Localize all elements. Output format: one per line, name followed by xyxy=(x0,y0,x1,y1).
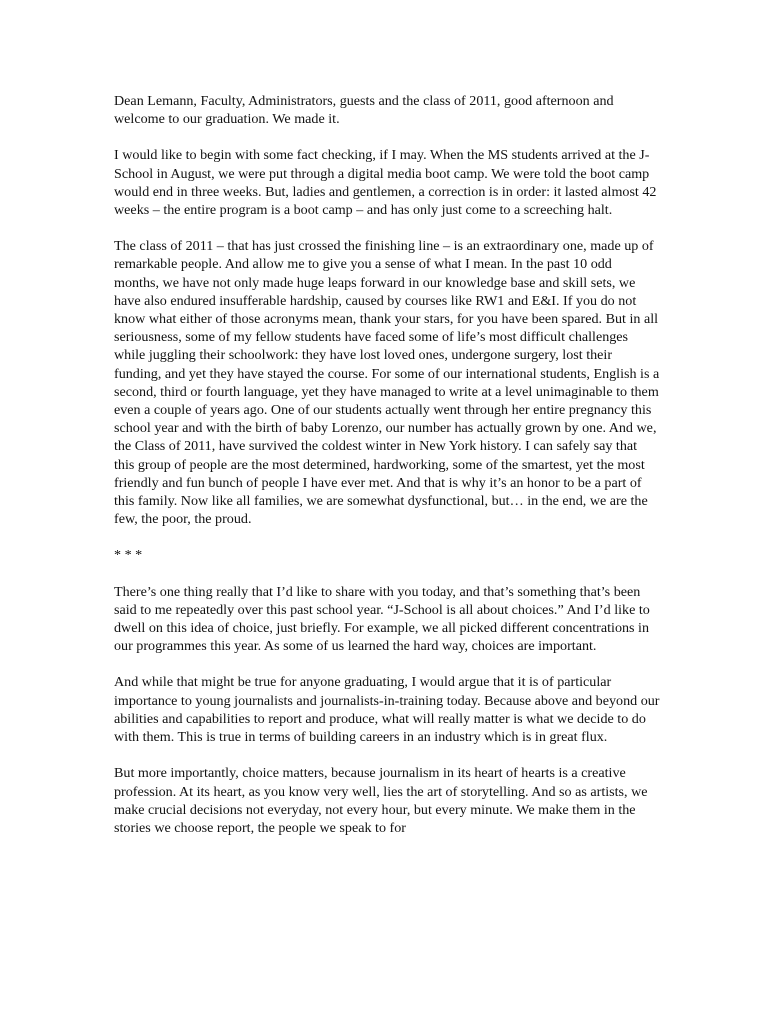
paragraph-greeting: Dean Lemann, Faculty, Administrators, guests and the class of 2011, good afternoon and welcome to our graduation. We made it. xyxy=(114,93,614,128)
paragraph-storytelling: But more importantly, choice matters, because journalism in its heart of hearts is a creative profession. At its heart, as you know very well, lies the art of storytelling. And so as artists, we make crucial decisions not everyday, not every hour, but every minute. We make them in the stories we choose report, the people we speak to for xyxy=(114,765,648,836)
paragraph-choices: There’s one thing really that I’d like to share with you today, and that’s something that’s been said to me repeatedly over this past school year. “J-School is all about choices.” And I’d like to dwell on this idea of choice, just briefly. For example, we all picked different concentrations in our programmes this year. As some of us learned the hard way, choices are important. xyxy=(114,583,650,655)
speech-text xyxy=(114,92,660,855)
paragraph-class-of-2011: The class of 2011 – that has just crossed the finishing line – is an extraordinary one, made up of remarkable people. And allow me to give you a sense of what I mean. In the past 10 odd months, we have not only made huge leaps forward in our knowledge base and skill sets, we have also endured insufferable hardship, caused by courses like RW1 and E&I. If you do not know what either of those acronyms mean, thank your stars, for you have been spared. But in all seriousness, some of my fellow students have faced some of life’s most difficult challenges while juggling their schoolwork: they have lost loved ones, undergone surgery, lost their funding, and yet they have stayed the course. For some of our international students, English is a second, third or fourth language, yet they have managed to write at a level unimaginable to them even a couple of years ago. One of our students actually went through her entire pregnancy this school year and with the birth of baby Lorenzo, our number has actually grown by one. And we, the Class of 2011, have survived the coldest winter in New York history. I can safely say that this group of people are the most determined, hardworking, some of the smartest, yet the most friendly and fun bunch of people I have ever met. And that is why it’s an honor to be a part of this family. Now like all families, we are somewhat dysfunctional, but… in the end, we are the few, the poor, the proud. xyxy=(114,238,660,528)
section-divider: * * * xyxy=(114,547,143,564)
paragraph-boot-camp: I would like to begin with some fact checking, if I may. When the MS students arrived at the J-School in August, we were put through a digital media boot camp. We were told the boot camp would end in three weeks. But, ladies and gentlemen, a correction is in order: it lasted almost 42 weeks – the entire program is a boot camp – and has only just come to a screeching halt. xyxy=(114,147,657,219)
paragraph-young-journalists: And while that might be true for anyone graduating, I would argue that it is of particular importance to young journalists and journalists-in-training today. Because above and beyond our abilities and capabilities to report and produce, what will really matter is what we decide to do with them. This is true in terms of building careers in an industry which is in great flux. xyxy=(114,674,660,746)
